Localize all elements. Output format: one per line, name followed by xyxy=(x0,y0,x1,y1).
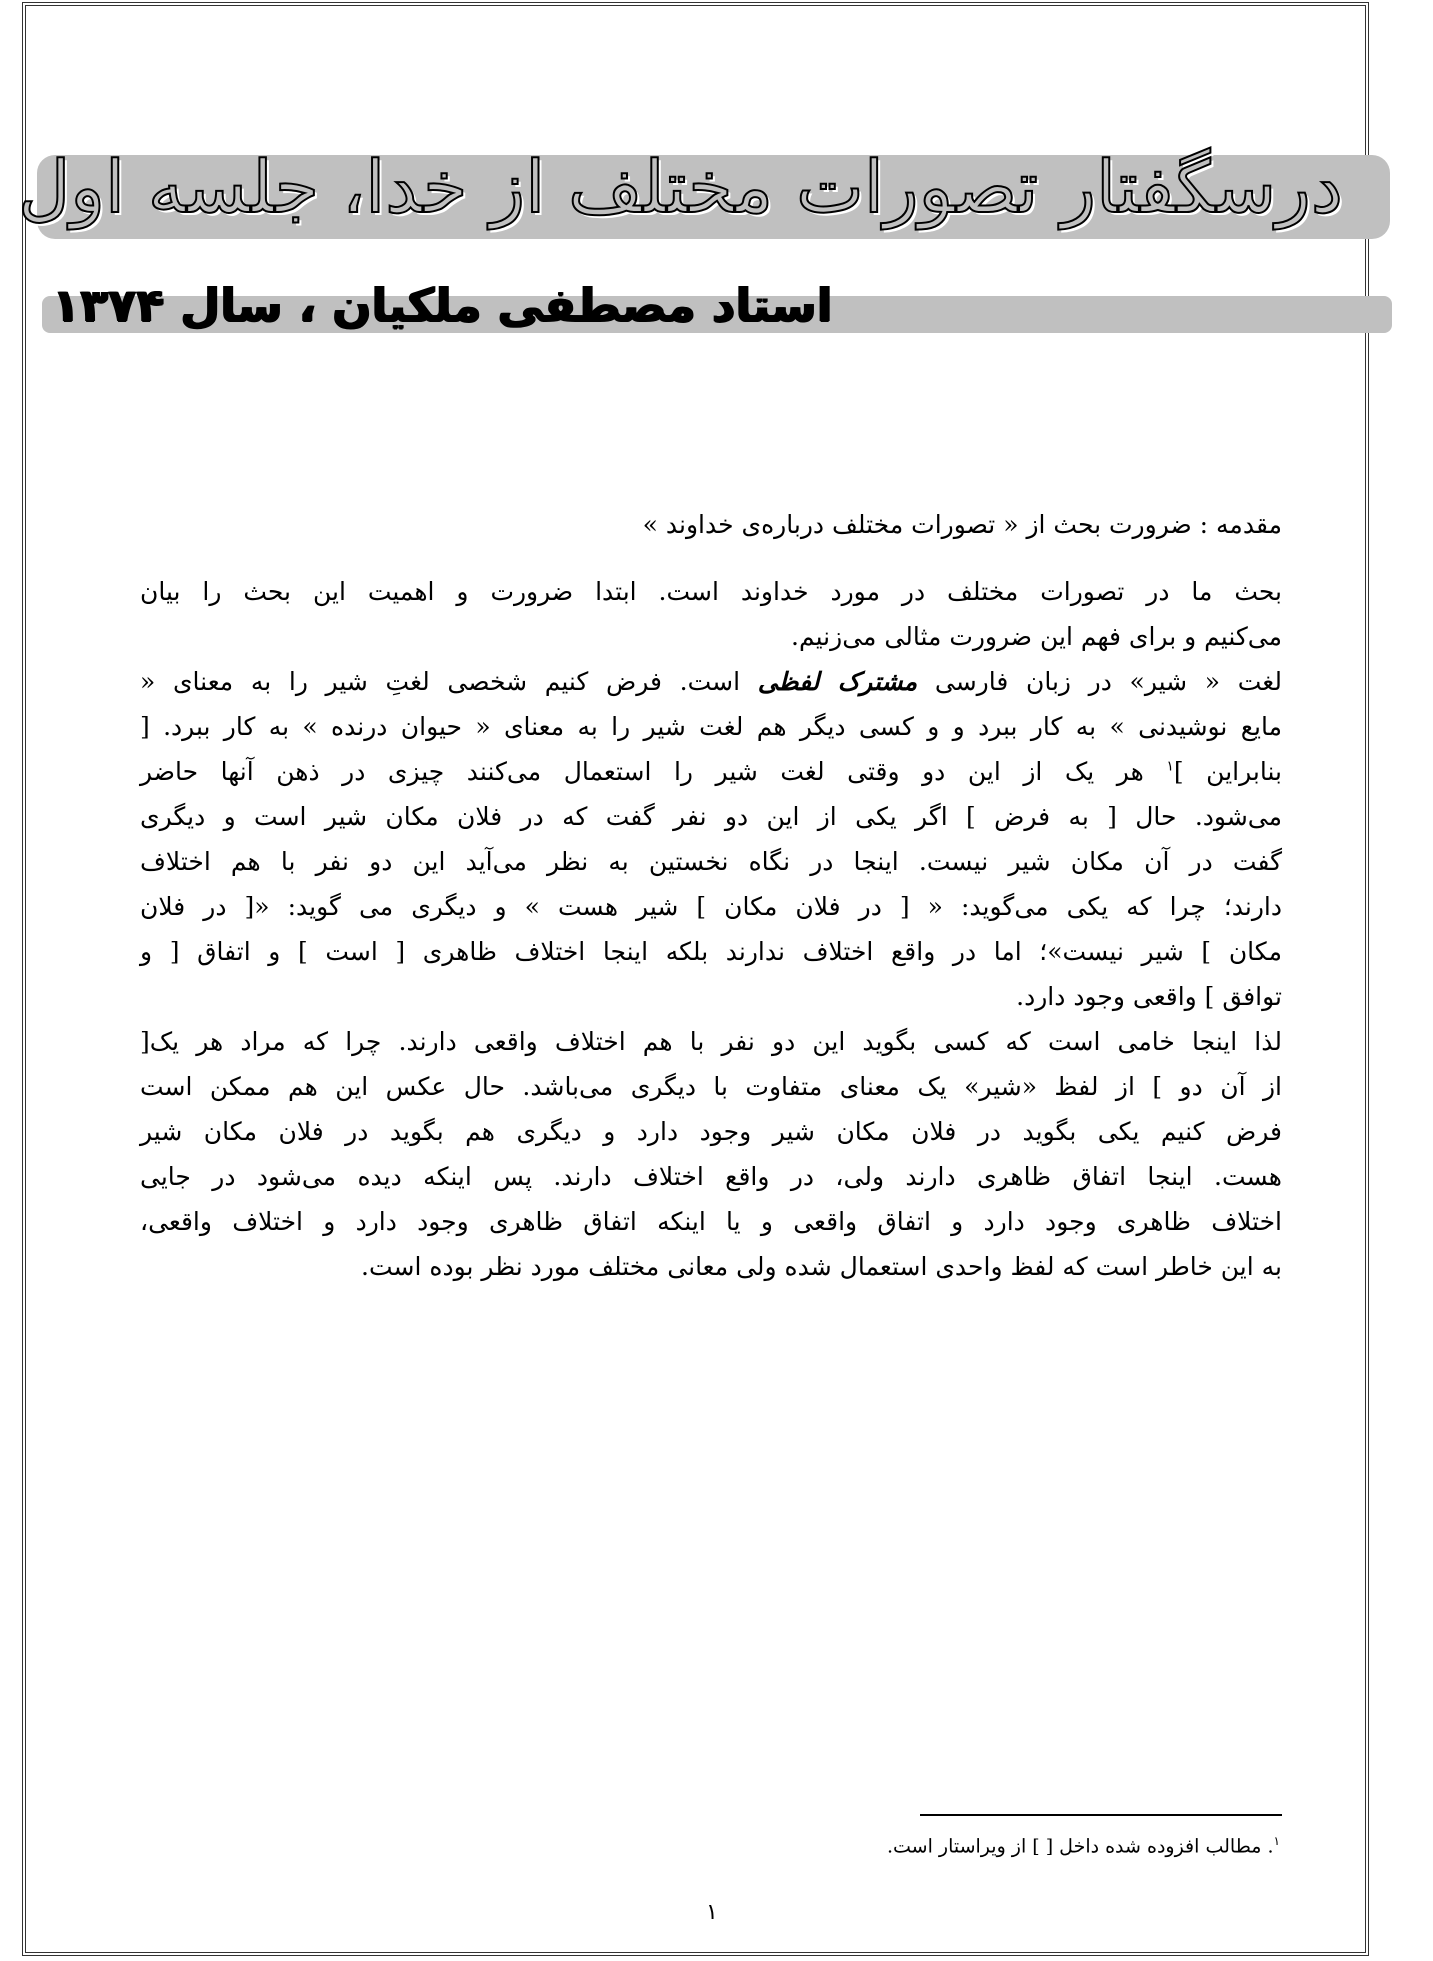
paragraph-3 xyxy=(140,1019,1282,1289)
text-line xyxy=(140,749,1282,794)
document-subtitle: استاد مصطفی ملکیان ، سال ۱۳۷۴ xyxy=(52,278,833,332)
text-line: گفت در آن مکان شیر نیست. اینجا در نگاه نخستین به نظر می‌آید این دو نفر با هم اختلاف xyxy=(140,847,1282,876)
footnote-marker: ۱ xyxy=(1273,1834,1280,1848)
section-heading: مقدمه : ضرورت بحث از « تصورات مختلف درباره‌ی خداوند » xyxy=(642,510,1282,539)
text-run: است. فرض کنیم شخصی لغتِ شیر را به معنای « xyxy=(140,667,758,696)
footnote-reference[interactable]: ۱ xyxy=(1166,758,1174,775)
footnote-text: . مطالب افزوده شده داخل [ ] از ویراستار است. xyxy=(886,1835,1274,1858)
text-run: لغت « شیر» در زبان فارسی xyxy=(917,667,1282,696)
text-line: لذا اینجا خامی است که کسی بگوید این دو نفر با هم اختلاف واقعی دارند. چرا که مراد هر یک[ xyxy=(140,1027,1282,1056)
text-line: فرض کنیم یکی بگوید در فلان مکان شیر وجود دارد و دیگری هم بگوید در فلان مکان شیر xyxy=(140,1117,1282,1146)
text-run: بنابراین ] xyxy=(1173,757,1282,786)
paragraph-1 xyxy=(140,569,1282,659)
document-title: درسگفتار تصورات مختلف از خدا، جلسه اول xyxy=(17,145,1343,229)
text-line: توافق ] واقعی وجود دارد. xyxy=(1016,982,1282,1011)
document-body xyxy=(140,502,1282,1289)
text-line: بحث ما در تصورات مختلف در مورد خداوند است. ابتدا ضرورت و اهمیت این بحث را بیان xyxy=(140,577,1282,606)
text-line: دارند؛ چرا که یکی می‌گوید: « [ در فلان مکان ] شیر هست » و دیگری می گوید: «[ در فلان xyxy=(140,892,1282,921)
text-run: هر یک از این دو وقتی لغت شیر را استعمال می‌کنند چیزی در ذهن آنها حاضر xyxy=(140,757,1167,786)
text-line: اختلاف ظاهری وجود دارد و اتفاق واقعی و یا اینکه اتفاق ظاهری وجود دارد و اختلاف واقعی، xyxy=(140,1207,1282,1236)
emphasized-term: مشترک لفظی xyxy=(757,667,918,696)
text-line: مایع نوشیدنی » به کار ببرد و و کسی دیگر هم لغت شیر را به معنای « حیوان درنده » به کار ببرد. [ xyxy=(140,712,1282,741)
text-line: می‌کنیم و برای فهم این ضرورت مثالی می‌زنیم. xyxy=(791,622,1282,651)
footnote-separator xyxy=(920,1814,1282,1816)
text-line: به این خاطر است که لفظ واحدی استعمال شده ولی معانی مختلف مورد نظر بوده است. xyxy=(361,1252,1282,1281)
text-line: هست. اینجا اتفاق ظاهری دارند ولی، در واقع اختلاف دارند. پس اینکه دیده می‌شود در جایی xyxy=(140,1162,1282,1191)
paragraph-2 xyxy=(140,659,1282,1019)
footnote xyxy=(887,1834,1280,1857)
page-number: ۱ xyxy=(706,1900,718,1925)
text-line: مکان ] شیر نیست»؛ اما در واقع اختلاف ندارند بلکه اینجا اختلاف ظاهری [ است ] و اتفاق [ و xyxy=(140,937,1282,966)
text-line: از آن دو ] از لفظ «شیر» یک معنای متفاوت با دیگری می‌باشد. حال عکس این هم ممکن است xyxy=(140,1072,1282,1101)
text-line xyxy=(140,659,1282,704)
text-line: می‌شود. حال [ به فرض ] اگر یکی از این دو نفر گفت که در فلان مکان شیر است و دیگری xyxy=(140,802,1282,831)
